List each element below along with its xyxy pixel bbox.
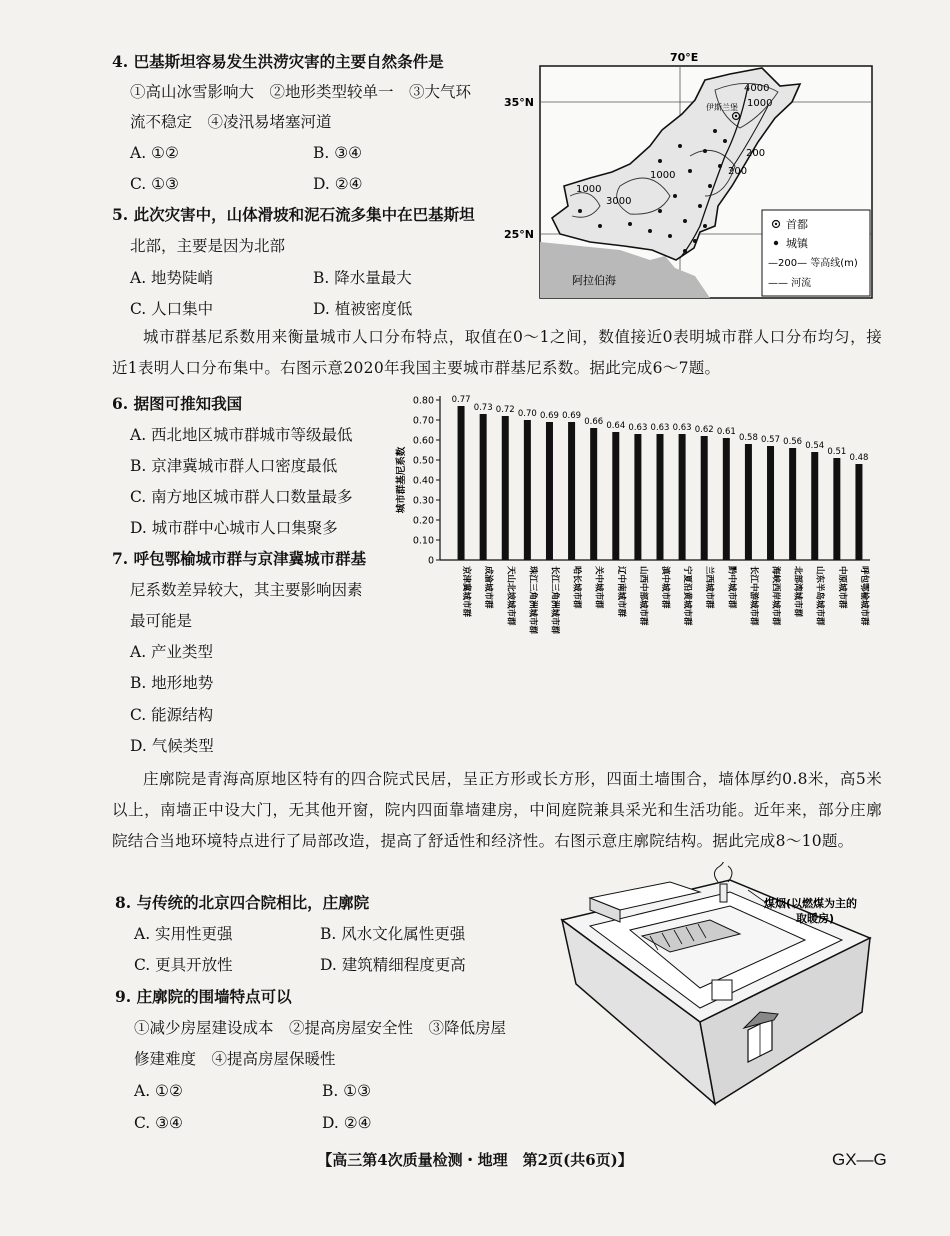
- contour-200-mid: 200: [728, 166, 748, 177]
- q8-option-a: A. 实用性更强: [134, 925, 233, 943]
- q7-option-c: C. 能源结构: [130, 706, 214, 724]
- q7-option-a: A. 产业类型: [130, 643, 214, 661]
- contour-1000-west: 1000: [576, 184, 602, 195]
- bar-3: [502, 416, 509, 560]
- category-label: 天山北坡城市群: [505, 566, 516, 626]
- y-tick-label: 0: [427, 555, 434, 567]
- q6-option-a: A. 西北地区城市群城市等级最低: [130, 426, 353, 444]
- category-label: 长江中游城市群: [748, 566, 759, 626]
- bar-value-label: 0.69: [562, 411, 582, 421]
- contour-1000-center: 1000: [650, 170, 676, 181]
- bar-2: [480, 414, 487, 560]
- bar-value-label: 0.69: [540, 411, 559, 421]
- legend-contour: —200— 等高线(m): [768, 258, 858, 269]
- bar-value-label: 0.63: [650, 423, 670, 433]
- q6-stem: 6. 据图可推知我国: [112, 394, 243, 413]
- zhuangkuo-house-illustration: [550, 862, 880, 1112]
- category-label: 呼包鄂榆城市群: [858, 566, 869, 626]
- category-label: 辽中南城市群: [615, 566, 626, 618]
- q7-stem-3: 最可能是: [130, 612, 193, 630]
- bar-value-label: 0.64: [606, 421, 626, 431]
- smoke-label-line1: 煤烟(以燃煤为主的: [764, 897, 858, 910]
- legend-river: —— 河流: [768, 278, 812, 289]
- bar-value-label: 0.54: [805, 441, 825, 451]
- q9-option-c: C. ③④: [134, 1114, 183, 1132]
- y-tick-label: 0.40: [412, 475, 434, 487]
- bar-1: [458, 406, 465, 560]
- q6-option-d: D. 城市群中心城市人口集聚多: [130, 519, 338, 537]
- q9-stem: 9. 庄廓院的围墙特点可以: [115, 987, 292, 1006]
- category-label: 黔中城市群: [726, 566, 737, 609]
- category-label: 成渝城市群: [483, 566, 494, 609]
- q4-stem: 4. 巴基斯坦容易发生洪涝灾害的主要自然条件是: [112, 52, 444, 71]
- paper-code: GX—G: [832, 1150, 887, 1169]
- bar-value-label: 0.63: [672, 423, 692, 433]
- smoke-label-line2: 取暖房): [796, 912, 835, 925]
- q5-option-b: B. 降水量最大: [313, 269, 412, 287]
- bar-14: [745, 444, 752, 560]
- category-label: 山东半岛城市群: [814, 566, 825, 626]
- q9-option-a: A. ①②: [134, 1082, 183, 1100]
- contour-4000: 4000: [744, 83, 770, 94]
- bar-value-label: 0.48: [849, 453, 869, 463]
- bar-value-label: 0.73: [473, 403, 493, 413]
- y-tick-label: 0.30: [412, 495, 434, 507]
- bar-value-label: 0.56: [783, 437, 803, 447]
- q7-option-d: D. 气候类型: [130, 737, 214, 755]
- bar-value-label: 0.72: [495, 405, 515, 415]
- q4-option-b: B. ③④: [313, 144, 363, 162]
- q7-stem-1: 7. 呼包鄂榆城市群与京津冀城市群基: [112, 549, 367, 568]
- bar-7: [590, 428, 597, 560]
- q5-option-a: A. 地势陡峭: [130, 269, 214, 287]
- y-tick-label: 0.70: [412, 415, 434, 427]
- q4-statements-1: ①高山冰雪影响大 ②地形类型较单一 ③大气环: [130, 83, 472, 101]
- y-tick-label: 0.10: [412, 535, 434, 547]
- category-label: 北部湾城市群: [792, 566, 803, 618]
- category-label: 哈长城市群: [571, 566, 582, 609]
- map-sea-label: 阿拉伯海: [572, 274, 616, 287]
- q9-option-b: B. ①③: [322, 1082, 372, 1100]
- bar-6: [568, 422, 575, 560]
- q4-option-a: A. ①②: [130, 144, 179, 162]
- bar-value-label: 0.63: [628, 423, 648, 433]
- q7-stem-2: 尼系数差异较大，其主要影响因素: [130, 581, 363, 599]
- bar-16: [789, 448, 796, 560]
- bar-4: [524, 420, 531, 560]
- q9-option-d: D. ②④: [322, 1114, 372, 1132]
- q6-option-b: B. 京津冀城市群人口密度最低: [130, 457, 338, 475]
- bar-9: [634, 434, 641, 560]
- bar-value-label: 0.61: [716, 427, 736, 437]
- contour-1000-north: 1000: [747, 98, 773, 109]
- q7-option-b: B. 地形地势: [130, 674, 214, 692]
- y-tick-label: 0.50: [412, 455, 434, 467]
- bar-value-label: 0.57: [761, 435, 780, 445]
- bar-11: [679, 434, 686, 560]
- q5-stem-1: 5. 此次灾害中，山体滑坡和泥石流多集中在巴基斯坦: [112, 205, 475, 224]
- legend-capital: 首都: [786, 218, 808, 231]
- q4-statements-2: 流不稳定 ④凌汛易堵塞河道: [130, 113, 332, 131]
- map-lat-25-label: 25°N: [504, 228, 535, 241]
- category-label: 京津冀城市群: [461, 566, 472, 618]
- y-tick-label: 0.20: [412, 515, 434, 527]
- category-label: 海峡西岸城市群: [770, 566, 781, 626]
- category-label: 宁夏沿黄城市群: [682, 566, 693, 626]
- q5-stem-2: 北部，主要是因为北部: [130, 237, 286, 255]
- category-label: 兰西城市群: [704, 566, 715, 609]
- bar-15: [767, 446, 774, 560]
- q5-option-c: C. 人口集中: [130, 300, 214, 318]
- bar-value-label: 0.62: [694, 425, 714, 435]
- category-label: 关中城市群: [593, 566, 604, 609]
- category-label: 中原城市群: [836, 566, 847, 609]
- house-intro-paragraph: 庄廓院是青海高原地区特有的四合院式民居，呈正方形或长方形，四面土墙围合，墙体厚约0.8米，高5米以上，南墙正中设大门，无其他开窗，院内四面靠墙建房，中间庭院兼具采光和生活功能。近年来，部分庄廓院结合当地环境特点进行了局部改造，提高了舒适性和经济性。右图示意庄廓院结构。据此完成8～10题。: [112, 770, 882, 850]
- bar-12: [701, 436, 708, 560]
- q8-option-c: C. 更具开放性: [134, 956, 233, 974]
- bar-13: [723, 438, 730, 560]
- q9-statements-1: ①减少房屋建设成本 ②提高房屋安全性 ③降低房屋: [134, 1019, 507, 1037]
- bar-value-label: 0.70: [517, 409, 537, 419]
- map-lon-label: 70°E: [670, 51, 699, 64]
- q8-option-d: D. 建筑精细程度更高: [320, 956, 466, 974]
- contour-200-east: 200: [746, 148, 766, 159]
- y-tick-label: 0.60: [412, 435, 434, 447]
- bar-value-label: 0.58: [738, 433, 758, 443]
- category-label: 珠江三角洲城市群: [527, 566, 538, 635]
- category-label: 滇中城市群: [660, 566, 670, 609]
- q8-option-b: B. 风水文化属性更强: [320, 925, 466, 943]
- contour-3000: 3000: [606, 196, 632, 207]
- category-label: 长江三角洲城市群: [549, 566, 560, 635]
- map-lat-35-label: 35°N: [504, 96, 535, 109]
- legend-town: 城镇: [786, 237, 808, 250]
- y-axis-title: 城市群基尼系数: [396, 446, 407, 514]
- gini-bar-chart: [390, 388, 880, 646]
- bar-19: [855, 464, 862, 560]
- pakistan-map: [500, 46, 880, 304]
- q4-option-c: C. ①③: [130, 175, 179, 193]
- y-tick-label: 0.80: [412, 395, 434, 407]
- bar-value-label: 0.51: [827, 447, 847, 457]
- gini-intro-paragraph: 城市群基尼系数用来衡量城市人口分布特点，取值在0～1之间，数值接近0表明城市群人口分布均匀，接近1表明人口分布集中。右图示意2020年我国主要城市群基尼系数。据此完成6～7题。: [112, 328, 882, 377]
- bar-18: [833, 458, 840, 560]
- bar-value-label: 0.77: [451, 395, 471, 405]
- q8-stem: 8. 与传统的北京四合院相比，庄廓院: [115, 893, 370, 912]
- q4-option-d: D. ②④: [313, 175, 363, 193]
- q9-statements-2: 修建难度 ④提高房屋保暖性: [134, 1050, 336, 1068]
- map-capital-label: 伊斯兰堡: [706, 103, 738, 112]
- bar-5: [546, 422, 553, 560]
- bar-17: [811, 452, 818, 560]
- q6-option-c: C. 南方地区城市群人口数量最多: [130, 488, 353, 506]
- bar-10: [657, 434, 664, 560]
- bar-8: [612, 432, 619, 560]
- category-label: 山西中部城市群: [637, 566, 648, 626]
- bar-value-label: 0.66: [584, 417, 604, 427]
- q5-option-d: D. 植被密度低: [313, 300, 413, 318]
- page-footer: 【高三第4次质量检测・地理 第2页(共6页)】: [317, 1151, 633, 1169]
